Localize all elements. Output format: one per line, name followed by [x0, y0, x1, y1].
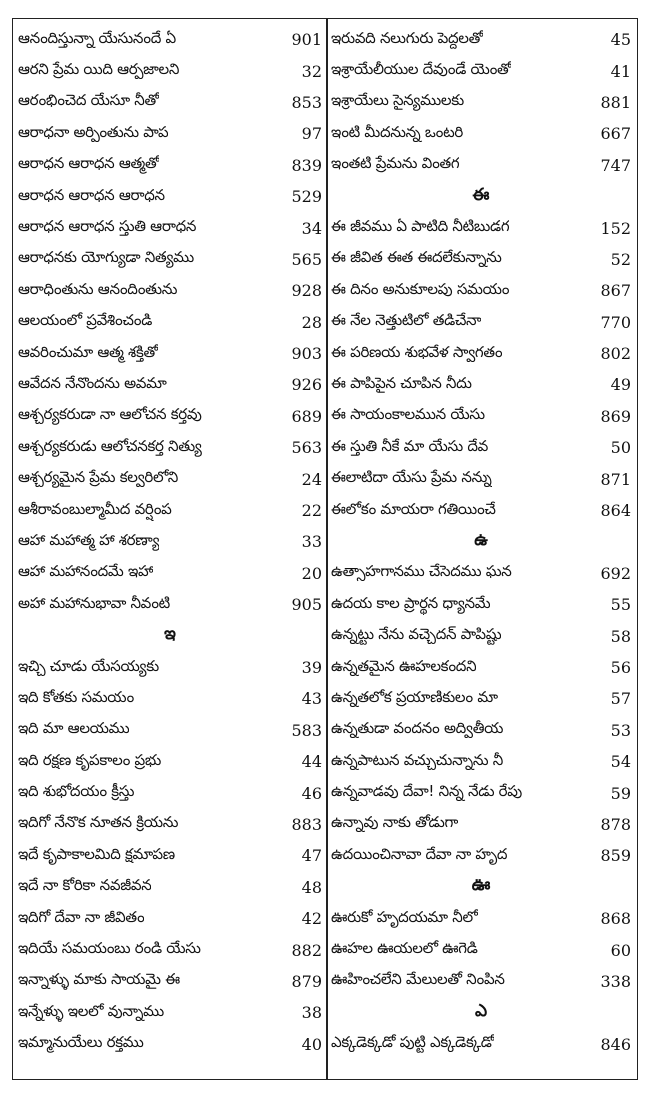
song-title: ఆలయంలో ప్రవేశించండి	[18, 311, 152, 330]
song-number: 28	[301, 312, 322, 332]
song-number: 926	[291, 375, 322, 395]
section-letter: ఉ	[474, 529, 488, 550]
song-number: 44	[301, 752, 322, 772]
song-title: ఎక్కడెక్కడో పుట్టి ఎక్కడెక్కడో	[331, 1033, 495, 1052]
index-entry	[331, 275, 631, 306]
index-entry	[18, 746, 322, 777]
song-number: 878	[600, 814, 631, 834]
song-title: ఆశ్చర్యకరుడు ఆలోచనకర్త నిత్యు	[18, 436, 202, 455]
song-number: 846	[600, 1034, 631, 1054]
song-number: 49	[610, 375, 631, 395]
index-entry	[331, 150, 631, 181]
index-entry	[18, 338, 322, 369]
song-title: ఉన్నపాటున వచ్చుచున్నాను నీ	[331, 750, 503, 769]
song-number: 22	[301, 501, 322, 521]
song-title: ఉన్నవాడవు దేవా! నిన్న నేడు రేపు	[331, 782, 522, 801]
index-entry	[18, 652, 322, 683]
index-entry	[18, 809, 322, 840]
index-entry	[18, 997, 322, 1028]
song-title: ఆహా మహానందమే ఇహా	[18, 562, 154, 581]
index-entry	[331, 589, 631, 620]
song-title: అహా మహానుభావా నీవంటి	[18, 593, 170, 612]
song-number: 881	[600, 92, 631, 112]
index-entry	[18, 934, 322, 965]
song-number: 57	[610, 689, 631, 709]
song-title: ఊహల ఊయలలో ఊగెడి	[331, 939, 478, 958]
index-entry	[18, 307, 322, 338]
index-entry	[331, 87, 631, 118]
song-title: ఆరాధన ఆరాధన ఆరాధన	[18, 185, 165, 204]
song-number: 50	[610, 438, 631, 458]
index-entry	[331, 652, 631, 683]
song-number: 48	[301, 877, 322, 897]
song-number: 41	[610, 61, 631, 81]
song-title: ఈ స్తుతి నీకే మా యేసు దేవ	[331, 436, 489, 455]
index-entry	[18, 966, 322, 997]
index-entry	[331, 746, 631, 777]
index-entry	[331, 777, 631, 808]
song-number: 802	[600, 344, 631, 364]
index-entry	[331, 307, 631, 338]
index-entry	[18, 777, 322, 808]
song-number: 32	[301, 61, 322, 81]
song-number: 40	[301, 1034, 322, 1054]
song-title: ఆశ్చర్యకరుడా నా ఆలోచన కర్తవు	[18, 405, 202, 424]
index-entry	[18, 55, 322, 86]
song-number: 55	[610, 595, 631, 615]
index-entry	[331, 118, 631, 149]
index-entry	[331, 244, 631, 275]
song-title: ఇది రక్షణ కృపకాలం ప్రభు	[18, 750, 161, 769]
index-entry	[18, 212, 322, 243]
song-title: ఆశ్చర్యమైన ప్రేమ కల్వరిలోని	[18, 468, 179, 487]
song-number: 59	[610, 783, 631, 803]
song-number: 52	[610, 249, 631, 269]
section-header	[331, 181, 631, 212]
song-title: ఊహించలేని మేలులతో నింపిన	[331, 970, 505, 989]
song-title: ఆవరించుమా ఆత్మ శక్తితో	[18, 342, 158, 361]
song-title: ఉన్నతమైన ఊహలకందని	[331, 656, 477, 675]
index-entry	[331, 558, 631, 589]
index-entry	[18, 1029, 322, 1060]
song-number: 864	[600, 501, 631, 521]
song-number: 97	[301, 124, 322, 144]
index-entry	[331, 495, 631, 526]
song-number: 883	[291, 814, 322, 834]
index-entry	[18, 495, 322, 526]
song-number: 667	[600, 124, 631, 144]
song-title: ఈ జీవము ఏ పాటిది నీటిబుడగ	[331, 217, 510, 236]
song-number: 54	[610, 752, 631, 772]
song-title: ఆహా మహాత్మ హా శరణ్యా	[18, 530, 160, 549]
index-entry	[331, 463, 631, 494]
song-number: 43	[301, 689, 322, 709]
index-entry	[331, 369, 631, 400]
index-entry	[331, 1029, 631, 1060]
song-number: 867	[600, 281, 631, 301]
song-number: 901	[291, 30, 322, 50]
song-title: ఆరాధింతును ఆనందింతును	[18, 279, 178, 298]
song-number: 24	[301, 469, 322, 489]
song-number: 53	[610, 720, 631, 740]
song-title: ఈలోకం మాయరా గతియించే	[331, 499, 496, 518]
song-number: 338	[600, 971, 631, 991]
song-title: ఆరాధనా అర్పింతును పాప	[18, 122, 169, 141]
song-number: 34	[301, 218, 322, 238]
section-header	[331, 997, 631, 1028]
index-entry	[18, 903, 322, 934]
song-title: ఇశ్రాయేలు సైన్యములకు	[331, 91, 464, 110]
song-number: 868	[600, 909, 631, 929]
song-title: ఇన్నాళ్ళు మాకు సాయమై ఈ	[18, 970, 180, 989]
song-title: ఈ దినం అనుకూలపు సమయం	[331, 279, 510, 298]
section-letter: ఊ	[471, 875, 491, 896]
index-entry	[331, 212, 631, 243]
song-title: ఇచ్చి చూడు యేసయ్యకు	[18, 656, 159, 675]
song-number: 747	[600, 155, 631, 175]
song-title: ఇదియే సమయంబు రండి యేసు	[18, 939, 201, 958]
index-entry	[331, 55, 631, 86]
song-title: ఉన్నావు నాకు తోడుగా	[331, 813, 459, 832]
song-number: 583	[291, 720, 322, 740]
index-entry	[18, 526, 322, 557]
song-title: ఆశీరావంబుల్మామీద వర్షింప	[18, 499, 172, 518]
song-number: 46	[301, 783, 322, 803]
song-number: 879	[291, 971, 322, 991]
song-title: ఈ సాయంకాలమున యేసు	[331, 405, 485, 424]
index-entry	[331, 338, 631, 369]
song-title: ఇది మా ఆలయము	[18, 719, 130, 738]
section-letter: ఎ	[474, 1000, 488, 1021]
song-number: 853	[291, 92, 322, 112]
song-number: 563	[291, 438, 322, 458]
section-header	[331, 526, 631, 557]
column-divider	[326, 18, 328, 1080]
song-number: 38	[301, 1003, 322, 1023]
song-number: 60	[610, 940, 631, 960]
song-number: 770	[600, 312, 631, 332]
index-entry	[331, 683, 631, 714]
index-entry	[18, 589, 322, 620]
index-entry	[18, 24, 322, 55]
right-column	[331, 24, 631, 1060]
index-entry	[18, 275, 322, 306]
song-number: 56	[610, 658, 631, 677]
section-header	[18, 620, 322, 651]
song-title: ఈలాటిదా యేసు ప్రేమ నన్ను	[331, 468, 492, 487]
song-title: ఆవేదన నేనొందను అవమా	[18, 373, 167, 392]
song-title: ఇన్నేళ్ళు ఇలలో వున్నాము	[18, 1001, 164, 1020]
song-number: 45	[610, 30, 631, 50]
index-entry	[331, 966, 631, 997]
song-title: ఆరాధనకు యోగ్యుడా నిత్యము	[18, 248, 194, 267]
song-title: ఇది కోతకు సమయం	[18, 687, 134, 706]
index-entry	[18, 369, 322, 400]
song-number: 871	[600, 469, 631, 489]
song-title: ఉదయ కాల ప్రార్థన ధ్యానమే	[331, 593, 491, 612]
song-title: ఇంటి మీదనున్న ఒంటరి	[331, 122, 463, 141]
left-column	[18, 24, 322, 1060]
song-title: ఇది శుభోదయం క్రీస్తు	[18, 782, 135, 801]
index-entry	[18, 463, 322, 494]
song-title: ఉన్నతలోక ప్రయాణికులం మా	[331, 687, 498, 706]
index-entry	[18, 715, 322, 746]
index-entry	[331, 24, 631, 55]
song-title: ఈ నేల నెత్తుటిలో తడిచేనా	[331, 311, 482, 330]
index-entry	[18, 150, 322, 181]
song-title: ఉదయించినావా దేవా నా హృద	[331, 844, 508, 863]
song-number: 692	[600, 563, 631, 583]
index-entry	[331, 809, 631, 840]
index-entry	[18, 87, 322, 118]
section-letter: ఈ	[472, 184, 490, 205]
song-number: 859	[600, 846, 631, 866]
song-number: 58	[610, 626, 631, 646]
song-number: 33	[301, 532, 322, 552]
song-title: ఇంతటి ప్రేమను వింతగ	[331, 154, 460, 173]
section-letter: ఇ	[164, 624, 176, 645]
index-entry	[331, 432, 631, 463]
song-number: 565	[291, 249, 322, 269]
index-entry	[331, 903, 631, 934]
song-title: ఇరువది నలుగురు పెద్దలతో	[331, 28, 483, 47]
song-title: ఇదిగో దేవా నా జీవితం	[18, 907, 145, 926]
song-title: ఈ పాపిపైన చూపిన నీదు	[331, 373, 472, 392]
song-title: ఆరాధన ఆరాధన ఆత్మతో	[18, 154, 160, 173]
song-number: 869	[600, 406, 631, 426]
index-entry	[331, 620, 631, 651]
section-header	[331, 872, 631, 903]
index-entry	[18, 683, 322, 714]
index-entry	[331, 715, 631, 746]
index-entry	[18, 872, 322, 903]
song-number: 839	[291, 155, 322, 175]
index-entry	[18, 840, 322, 871]
index-entry	[18, 181, 322, 212]
song-title: ఆరని ప్రేమ యిది ఆర్పజాలని	[18, 60, 180, 79]
song-title: ఇదే నా కోరికా నవజీవన	[18, 876, 152, 895]
song-title: ఆరాధన ఆరాధన స్తుతి ఆరాధన	[18, 217, 197, 236]
index-entry	[18, 558, 322, 589]
song-title: ఉన్నతుడా వందనం అద్వితీయ	[331, 719, 504, 738]
index-entry	[18, 244, 322, 275]
song-number: 903	[291, 344, 322, 364]
song-number: 42	[301, 909, 322, 929]
song-number: 20	[301, 563, 322, 583]
song-title: ఈ జీవిత ఈత ఈదలేకున్నాను	[331, 248, 502, 267]
index-entry	[331, 840, 631, 871]
index-entry	[18, 432, 322, 463]
song-number: 39	[301, 658, 322, 677]
song-title: ఇదే కృపాకాలమిది క్షమాపణ	[18, 844, 175, 863]
index-entry	[18, 118, 322, 149]
index-entry	[18, 401, 322, 432]
song-number: 152	[600, 218, 631, 238]
song-title: ఉత్సాహగానము చేసెదము ఘన	[331, 562, 512, 581]
song-title: ఈ పరిణయ శుభవేళ స్వాగతం	[331, 342, 503, 361]
song-title: ఇమ్మానుయేలు రక్తము	[18, 1033, 144, 1052]
song-title: ఆనందిస్తున్నా యేసునందే ఏ	[18, 28, 176, 47]
index-entry	[331, 401, 631, 432]
song-title: ఊరుకో హృదయమా నీలో	[331, 907, 478, 926]
song-title: ఆరంభించెద యేసూ నీతో	[18, 91, 159, 110]
song-title: ఉన్నట్టు నేను వచ్చెదన్ పాపిష్టు	[331, 625, 502, 644]
song-number: 928	[291, 281, 322, 301]
song-number: 882	[291, 940, 322, 960]
song-number: 529	[291, 187, 322, 207]
song-title: ఇశ్రాయేలీయుల దేవుండే యెంతో	[331, 60, 512, 79]
song-number: 689	[291, 406, 322, 426]
song-number: 47	[301, 846, 322, 866]
index-entry	[331, 934, 631, 965]
song-number: 905	[291, 595, 322, 615]
song-title: ఇదిగో నేనొక నూతన క్రియను	[18, 813, 179, 832]
